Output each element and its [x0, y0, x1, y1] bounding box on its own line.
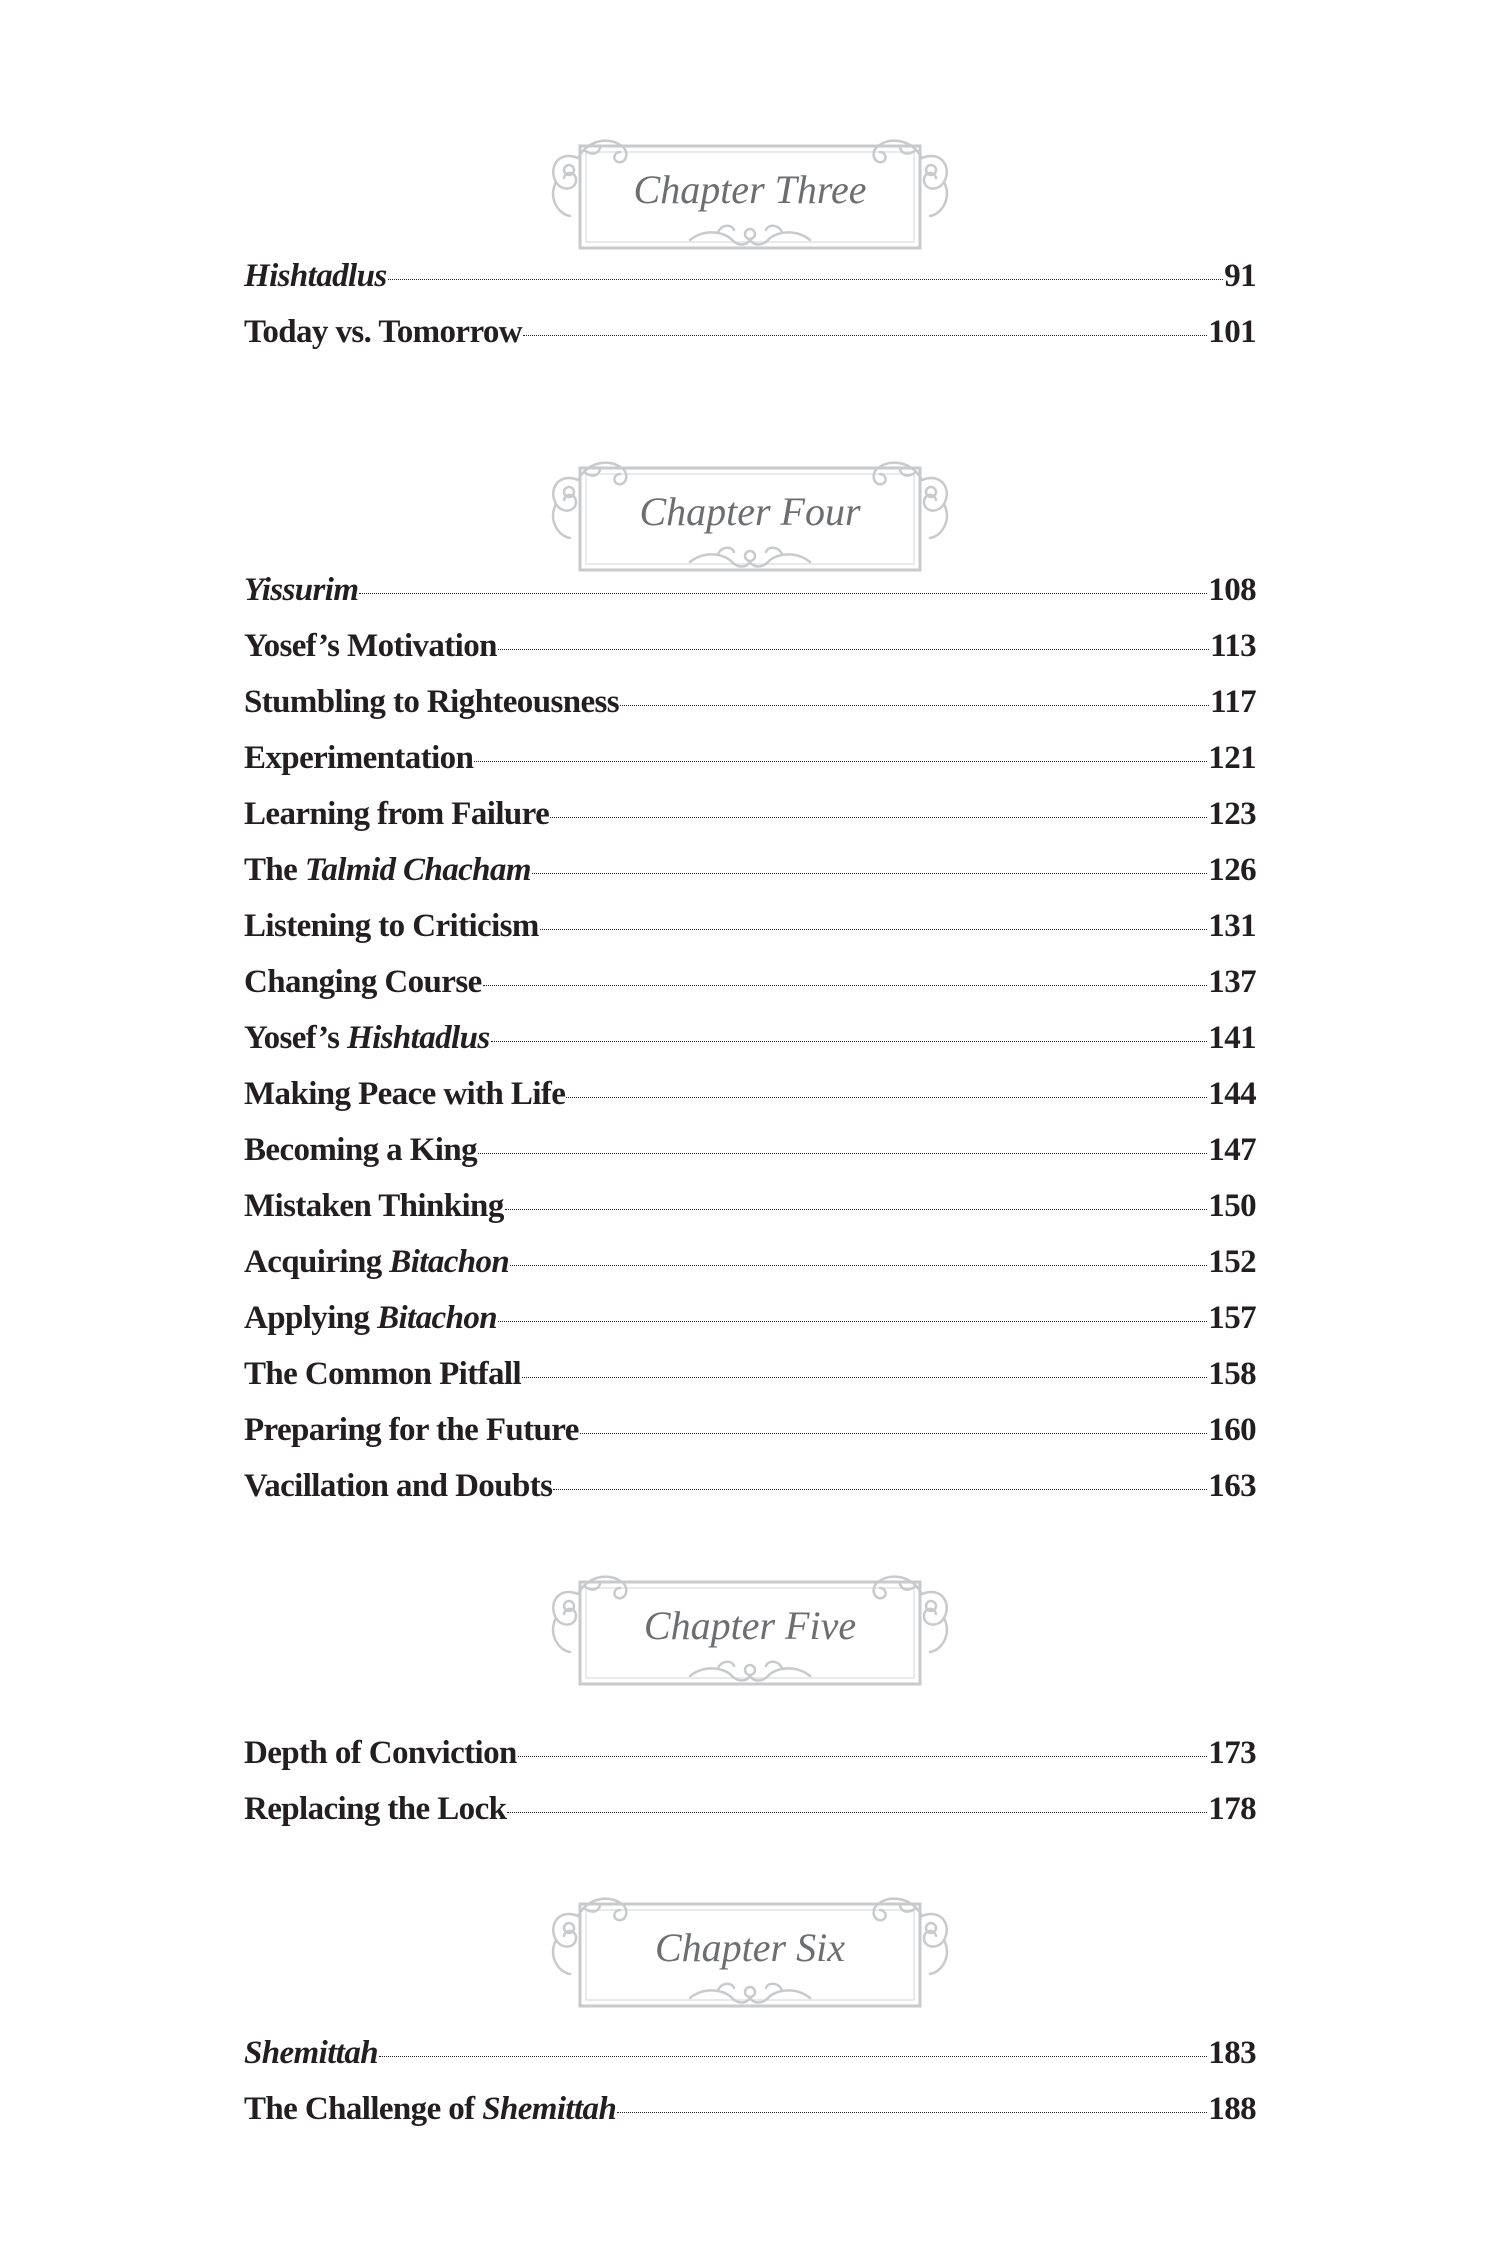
chapter-three-banner: [540, 128, 960, 258]
page-number: 152: [1208, 1244, 1256, 1280]
entry-title-italic: Bitachon: [389, 1244, 510, 1280]
dot-leader: [491, 1041, 1208, 1042]
page-number: 157: [1208, 1300, 1256, 1336]
entry-title: The: [244, 852, 305, 888]
toc-entry[interactable]: [244, 964, 1256, 1020]
page-number: 147: [1208, 1132, 1256, 1168]
toc-entry[interactable]: [244, 908, 1256, 964]
entry-title: Learning from Failure: [244, 796, 550, 832]
toc-entry[interactable]: [244, 1412, 1256, 1468]
toc-entry[interactable]: [244, 314, 1256, 370]
entry-title: Acquiring: [244, 1244, 390, 1280]
dot-leader: [507, 1812, 1207, 1813]
page-number: 113: [1210, 628, 1256, 664]
dot-leader: [522, 1377, 1207, 1378]
entry-title: Changing Course: [244, 964, 482, 1000]
chapter-four-banner: [540, 450, 960, 580]
dot-leader: [550, 817, 1207, 818]
page-number: 163: [1208, 1468, 1256, 1504]
page-number: 91: [1224, 258, 1256, 294]
page-number: 160: [1208, 1412, 1256, 1448]
entry-title: The Challenge of: [244, 2091, 483, 2127]
toc-entry[interactable]: [244, 1132, 1256, 1188]
entry-title: Preparing for the Future: [244, 1412, 579, 1448]
entry-title: Replacing the Lock: [244, 1791, 507, 1827]
page-number: 101: [1208, 314, 1256, 350]
chapter-six-entries: [244, 2035, 1256, 2147]
chapter-six-banner: [540, 1886, 960, 2016]
page-number: 144: [1208, 1076, 1256, 1112]
toc-entry[interactable]: [244, 1735, 1256, 1791]
page-number: 178: [1208, 1791, 1256, 1827]
toc-entry[interactable]: [244, 572, 1256, 628]
dot-leader: [566, 1097, 1207, 1098]
page-number: 117: [1210, 684, 1256, 720]
toc-entry[interactable]: [244, 2035, 1256, 2091]
page-number: 126: [1208, 852, 1256, 888]
entry-title: Hishtadlus: [244, 258, 387, 294]
page-number: 183: [1208, 2035, 1256, 2071]
page-number: 173: [1208, 1735, 1256, 1771]
dot-leader: [510, 1265, 1207, 1266]
entry-title: Yosef’s Motivation: [244, 628, 497, 664]
dot-leader: [505, 1209, 1208, 1210]
entry-title: Yissurim: [244, 572, 359, 608]
dot-leader: [388, 279, 1224, 280]
chapter-three-entries: [244, 258, 1256, 370]
dot-leader: [580, 1433, 1207, 1434]
page-number: 141: [1208, 1020, 1256, 1056]
toc-entry[interactable]: [244, 852, 1256, 908]
toc-entry[interactable]: [244, 258, 1256, 314]
entry-title-italic: Shemittah: [482, 2091, 617, 2127]
chapter-heading: Chapter Four: [639, 489, 861, 534]
page-number: 108: [1208, 572, 1256, 608]
dot-leader: [379, 2056, 1207, 2057]
entry-title: Shemittah: [244, 2035, 378, 2071]
dot-leader: [359, 593, 1207, 594]
page-number: 137: [1208, 964, 1256, 1000]
chapter-heading: Chapter Three: [633, 167, 867, 212]
toc-entry[interactable]: [244, 1244, 1256, 1300]
toc-entry[interactable]: [244, 1356, 1256, 1412]
dot-leader: [523, 335, 1207, 336]
chapter-four-entries: [244, 572, 1256, 1524]
toc-entry[interactable]: [244, 2091, 1256, 2147]
entry-title: Depth of Conviction: [244, 1735, 517, 1771]
entry-title: Mistaken Thinking: [244, 1188, 504, 1224]
entry-title: Stumbling to Righteousness: [244, 684, 619, 720]
dot-leader: [617, 2112, 1207, 2113]
page-number: 131: [1208, 908, 1256, 944]
entry-title-italic: Bitachon: [377, 1300, 497, 1336]
toc-entry[interactable]: [244, 796, 1256, 852]
dot-leader: [532, 873, 1207, 874]
dot-leader: [553, 1489, 1207, 1490]
dot-leader: [620, 705, 1209, 706]
toc-entry[interactable]: [244, 1468, 1256, 1524]
chapter-five-banner: [540, 1564, 960, 1694]
entry-title: Vacillation and Doubts: [244, 1468, 553, 1504]
entry-title: Becoming a King: [244, 1132, 478, 1168]
dot-leader: [498, 1321, 1207, 1322]
toc-entry[interactable]: [244, 1300, 1256, 1356]
entry-title: Experimentation: [244, 740, 474, 776]
toc-entry[interactable]: [244, 1076, 1256, 1132]
toc-entry[interactable]: [244, 1188, 1256, 1244]
page-number: 121: [1208, 740, 1256, 776]
toc-entry[interactable]: [244, 1020, 1256, 1076]
entry-title-italic: Talmid Chacham: [304, 852, 531, 888]
toc-entry[interactable]: [244, 628, 1256, 684]
dot-leader: [483, 985, 1208, 986]
dot-leader: [518, 1756, 1208, 1757]
chapter-heading: Chapter Five: [643, 1603, 857, 1648]
entry-title: Today vs. Tomorrow: [244, 314, 523, 350]
page-number: 150: [1208, 1188, 1256, 1224]
chapter-five-entries: [244, 1735, 1256, 1847]
dot-leader: [540, 929, 1208, 930]
entry-title: The Common Pitfall: [244, 1356, 522, 1392]
toc-entry[interactable]: [244, 740, 1256, 796]
toc-entry[interactable]: [244, 1791, 1256, 1847]
entry-title: Yosef’s: [244, 1020, 348, 1056]
chapter-heading: Chapter Six: [655, 1925, 845, 1970]
entry-title: Listening to Criticism: [244, 908, 539, 944]
toc-entry[interactable]: [244, 684, 1256, 740]
page-number: 158: [1208, 1356, 1256, 1392]
dot-leader: [478, 1153, 1207, 1154]
entry-title: Applying: [244, 1300, 378, 1336]
page-number: 188: [1208, 2091, 1256, 2127]
entry-title-italic: Hishtadlus: [347, 1020, 490, 1056]
page-number: 123: [1208, 796, 1256, 832]
dot-leader: [498, 649, 1209, 650]
entry-title: Making Peace with Life: [244, 1076, 566, 1112]
dot-leader: [474, 761, 1207, 762]
